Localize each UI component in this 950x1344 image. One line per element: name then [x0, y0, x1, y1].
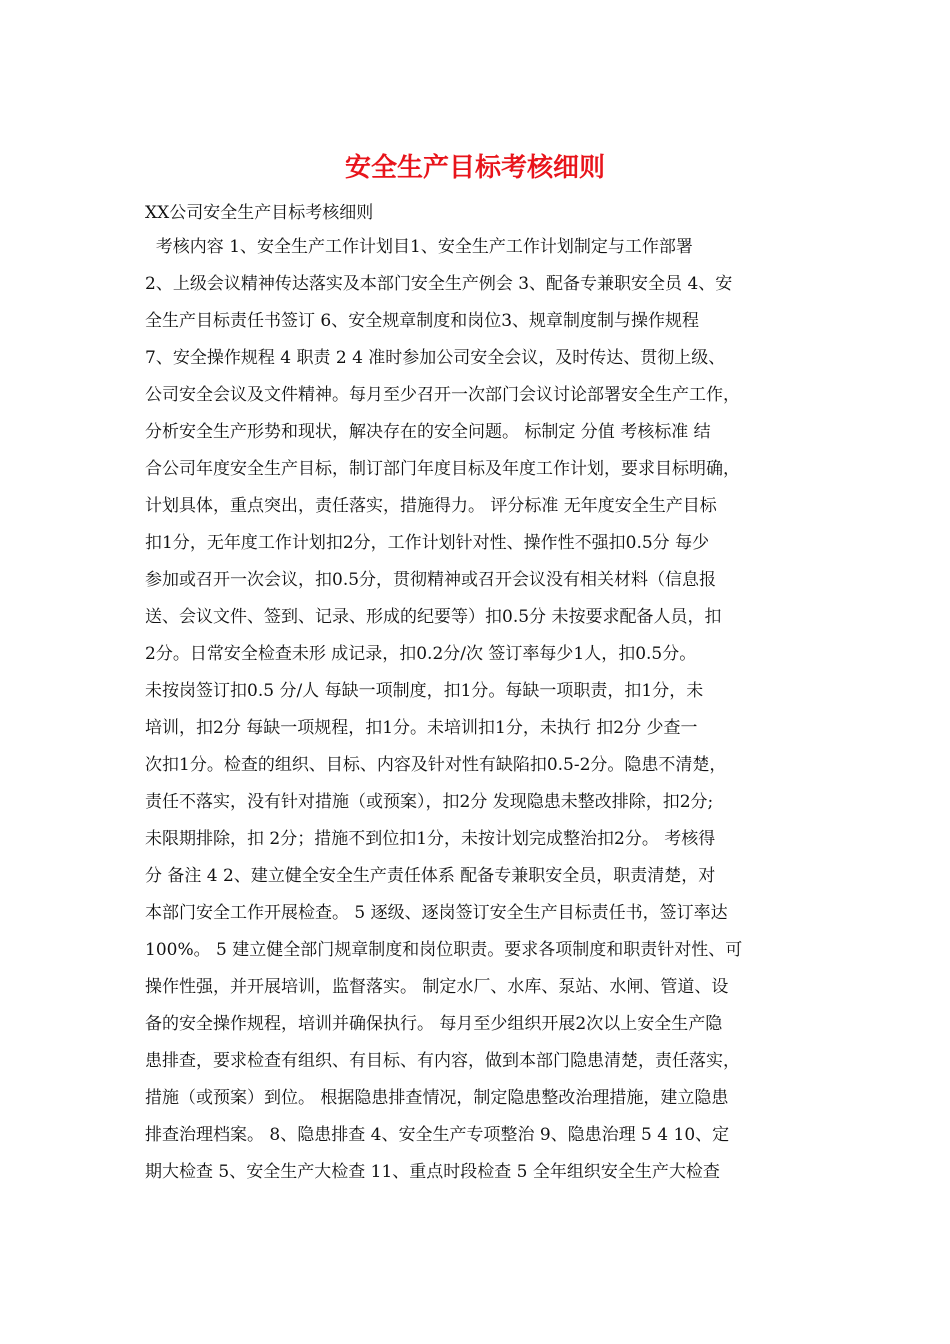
body-line: 未按岗签订扣0.5 分/人 每缺一项制度，扣1分。每缺一项职责，扣1分，未: [145, 681, 704, 701]
body-line: 公司安全会议及文件精神。每月至少召开一次部门会议讨论部署安全生产工作，: [145, 385, 740, 405]
body-line: 7、安全操作规程 4 职责 2 4 准时参加公司安全会议，及时传达、贯彻上级、: [145, 348, 726, 368]
body-line: 排查治理档案。 8、隐患排查 4、安全生产专项整治 9、隐患治理 5 4 10、定: [145, 1125, 730, 1145]
body-line: 分析安全生产形势和现状，解决存在的安全问题。 标制定 分值 考核标准 结: [145, 422, 711, 442]
body-line: 计划具体，重点突出，责任落实，措施得力。 评分标准 无年度安全生产目标: [145, 496, 717, 516]
body-line: 全生产目标责任书签订 6、安全规章制度和岗位3、规章制度制与操作规程: [145, 311, 700, 331]
document-subtitle: XX公司安全生产目标考核细则: [145, 203, 374, 223]
body-line: 操作性强，并开展培训，监督落实。 制定水厂、水库、泵站、水闸、管道、设: [145, 977, 729, 997]
body-line: 备的安全操作规程，培训并确保执行。 每月至少组织开展2次以上安全生产隐: [145, 1014, 723, 1034]
body-line: 考核内容 1、安全生产工作计划目1、安全生产工作计划制定与工作部署: [145, 237, 693, 257]
document-title: 安全生产目标考核细则: [344, 153, 605, 183]
body-line: 措施（或预案）到位。 根据隐患排查情况，制定隐患整改治理措施，建立隐患: [145, 1088, 729, 1108]
body-line: 送、会议文件、签到、记录、形成的纪要等）扣0.5分 未按要求配备人员，扣: [145, 607, 722, 627]
body-line: 责任不落实，没有针对措施（或预案），扣2分 发现隐患未整改排除，扣2分;: [145, 792, 714, 812]
body-line: 培训，扣2分 每缺一项规程，扣1分。未培训扣1分，未执行 扣2分 少查一: [145, 718, 698, 738]
body-line: 次扣1分。检查的组织、目标、内容及针对性有缺陷扣0.5-2分。隐患不清楚，: [145, 755, 727, 775]
body-line: 扣1分，无年度工作计划扣2分，工作计划针对性、操作性不强扣0.5分 每少: [145, 533, 710, 553]
body-line: 2分。日常安全检查未形 成记录，扣0.2分/次 签订率每少1人，扣0.5分。: [145, 644, 697, 664]
body-line: 100%。 5 建立健全部门规章制度和岗位职责。要求各项制度和职责针对性、可: [145, 940, 743, 960]
body-line: 未限期排除，扣 2分；措施不到位扣1分，未按计划完成整治扣2分。 考核得: [145, 829, 716, 849]
body-line: 合公司年度安全生产目标，制订部门年度目标及年度工作计划，要求目标明确，: [145, 459, 740, 479]
body-line: 2、上级会议精神传达落实及本部门安全生产例会 3、配备专兼职安全员 4、安: [145, 274, 733, 294]
body-line: 分 备注 4 2、建立健全安全生产责任体系 配备专兼职安全员，职责清楚，对: [145, 866, 716, 886]
body-line: 本部门安全工作开展检查。 5 逐级、逐岗签订安全生产目标责任书，签订率达: [145, 903, 728, 923]
document-body: [145, 232, 810, 1194]
body-line: 患排查，要求检查有组织、有目标、有内容，做到本部门隐患清楚，责任落实，: [145, 1051, 740, 1071]
body-line: 参加或召开一次会议，扣0.5分，贯彻精神或召开会议没有相关材料（信息报: [145, 570, 717, 590]
body-line: 期大检查 5、安全生产大检查 11、重点时段检查 5 全年组织安全生产大检查: [145, 1162, 720, 1182]
